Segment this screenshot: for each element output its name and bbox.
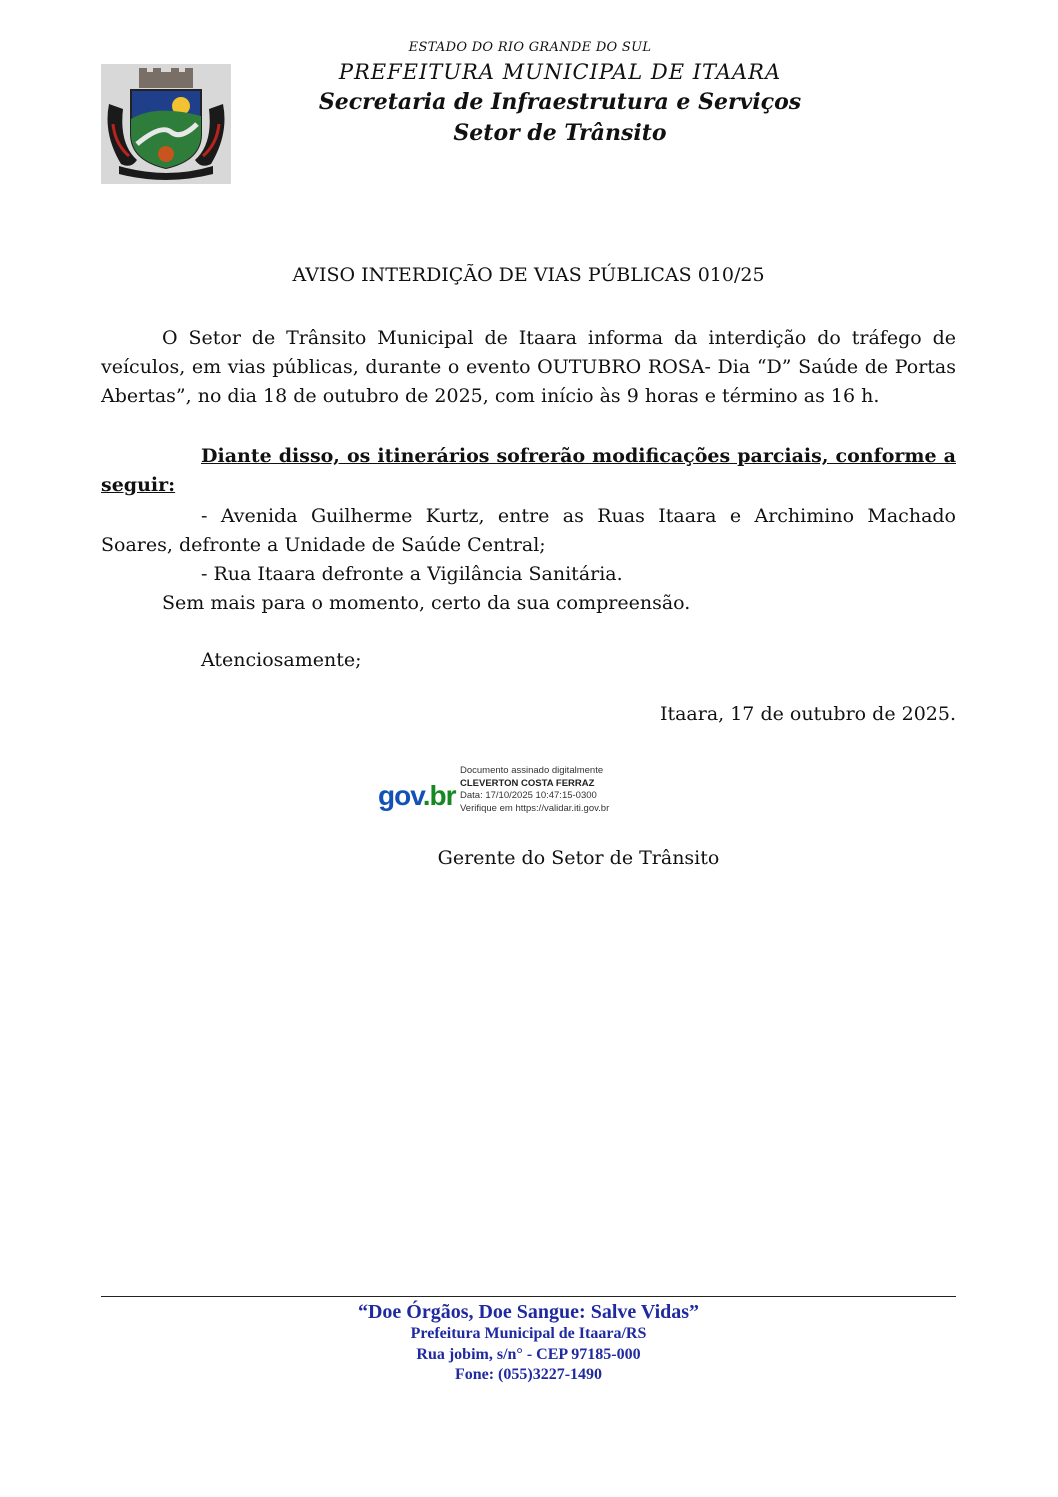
footer-divider xyxy=(101,1296,956,1297)
signer-role: Gerente do Setor de Trânsito xyxy=(437,847,720,869)
closure-item: - Rua Itaara defronte a Vigilância Sanitária. xyxy=(201,563,623,585)
secretariat-name: Secretaria de Infraestrutura e Serviços xyxy=(318,89,802,115)
signature-verify-link: Verifique em https://validar.iti.gov.br xyxy=(460,802,610,814)
sector-name: Setor de Trânsito xyxy=(453,120,667,146)
footer-phone: Fone: (055)3227-1490 xyxy=(454,1366,603,1383)
prefecture-name: PREFEITURA MUNICIPAL DE ITAARA xyxy=(338,60,782,84)
signature-date: Data: 17/10/2025 10:47:15-0300 xyxy=(460,790,597,801)
footer-prefecture: Prefeitura Municipal de Itaara/RS xyxy=(410,1325,647,1342)
salutation: Atenciosamente; xyxy=(201,649,362,671)
municipal-coat-of-arms xyxy=(101,64,231,184)
digital-signature-stamp xyxy=(378,765,658,825)
footer-address: Rua jobim, s/n° - CEP 97185-000 xyxy=(416,1346,641,1363)
closure-item: - Avenida Guilherme Kurtz, entre as Ruas Itaara e Archimino Machado Soares, defronte a Unidade de Saúde Central; xyxy=(101,505,956,556)
govbr-logo: gov.br xyxy=(378,780,456,811)
notice-paragraph: O Setor de Trânsito Municipal de Itaara informa da interdição do tráfego de veículos, em vias públicas, durante o evento OUTUBRO ROSA- Dia “D” Saúde de Portas Abertas”, no dia 18 de outubro de 2025, com início às 9 horas e término as 16 h. xyxy=(101,327,956,407)
signer-name: CLEVERTON COSTA FERRAZ xyxy=(460,777,595,789)
footer-slogan: “Doe Órgãos, Doe Sangue: Salve Vidas” xyxy=(357,1301,700,1323)
itinerary-heading: Diante disso, os itinerários sofrerão modificações parciais, conforme a seguir: xyxy=(101,445,956,496)
signature-details xyxy=(460,765,609,815)
notice-title: AVISO INTERDIÇÃO DE VIAS PÚBLICAS 010/25 xyxy=(292,264,765,286)
document-date: Itaara, 17 de outubro de 2025. xyxy=(659,703,956,725)
closing-sentence: Sem mais para o momento, certo da sua compreensão. xyxy=(162,592,691,614)
state-name: ESTADO DO RIO GRANDE DO SUL xyxy=(408,40,652,55)
signature-line: Documento assinado digitalmente xyxy=(460,765,604,776)
